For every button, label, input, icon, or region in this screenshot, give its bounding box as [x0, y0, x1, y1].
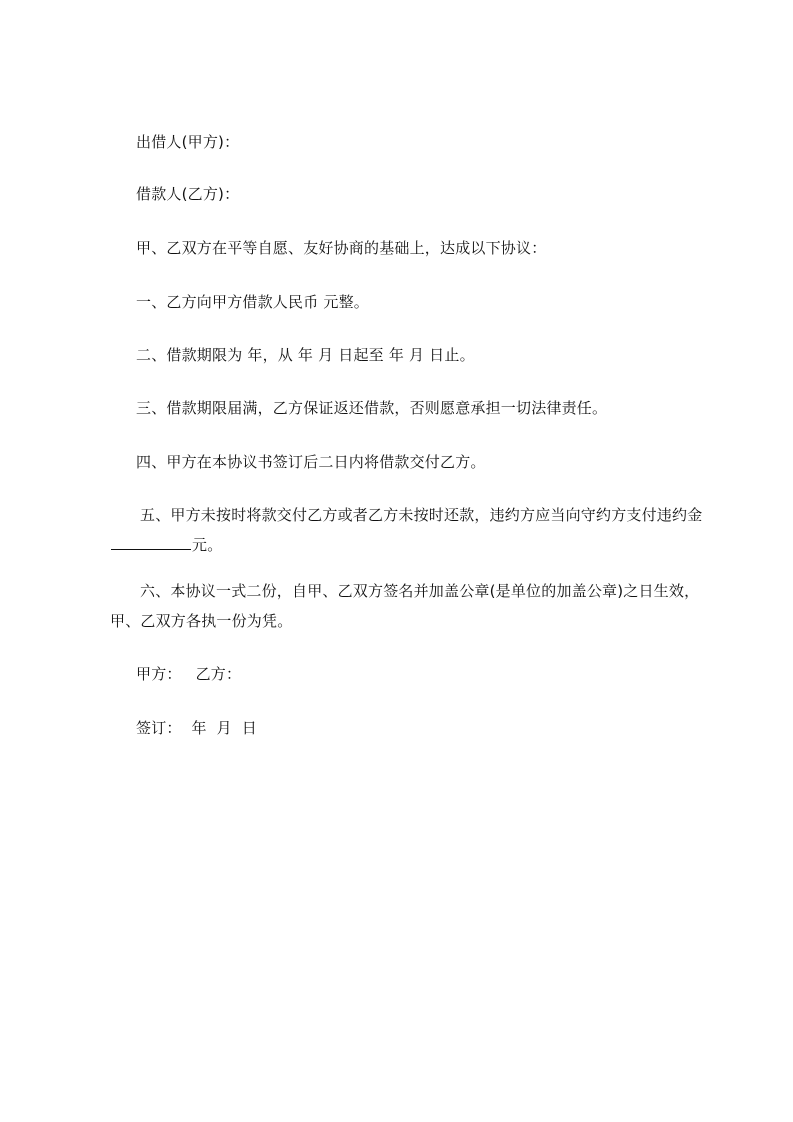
clause-6: [110, 576, 720, 636]
clause-5: [110, 500, 720, 560]
clause-5-text: 五、甲方未按时将款交付乙方或者乙方未按时还款，违约方应当向守约方支付违约金: [140, 506, 703, 524]
lender-line: 出借人(甲方)：: [136, 133, 240, 151]
clause-4: 四、甲方在本协议书签订后二日内将借款交付乙方。: [136, 453, 486, 471]
clause-3: 三、借款期限届满，乙方保证返还借款，否则愿意承担一切法律责任。: [136, 399, 608, 417]
penalty-amount-blank: [111, 535, 191, 550]
preamble-line: 甲、乙双方在平等自愿、友好协商的基础上，达成以下协议：: [136, 239, 547, 257]
party-a-signature-label: 甲方：: [136, 665, 182, 683]
clause-5-suffix: 元。: [192, 536, 223, 554]
clause-6-text: 六、本协议一式二份，自甲、乙双方签名并加盖公章(是单位的加盖公章)之日生效，甲、乙双方各执一份为凭。: [110, 582, 700, 630]
signing-date-line: 签订： 年 月 日: [136, 719, 258, 737]
party-b-signature-label: 乙方：: [195, 665, 242, 683]
borrower-line: 借款人(乙方)：: [136, 185, 240, 203]
signature-line: [136, 664, 241, 684]
clause-2: 二、借款期限为 年，从 年 月 日起至 年 月 日止。: [136, 346, 475, 364]
clause-1: 一、乙方向甲方借款人民币 元整。: [136, 293, 369, 311]
